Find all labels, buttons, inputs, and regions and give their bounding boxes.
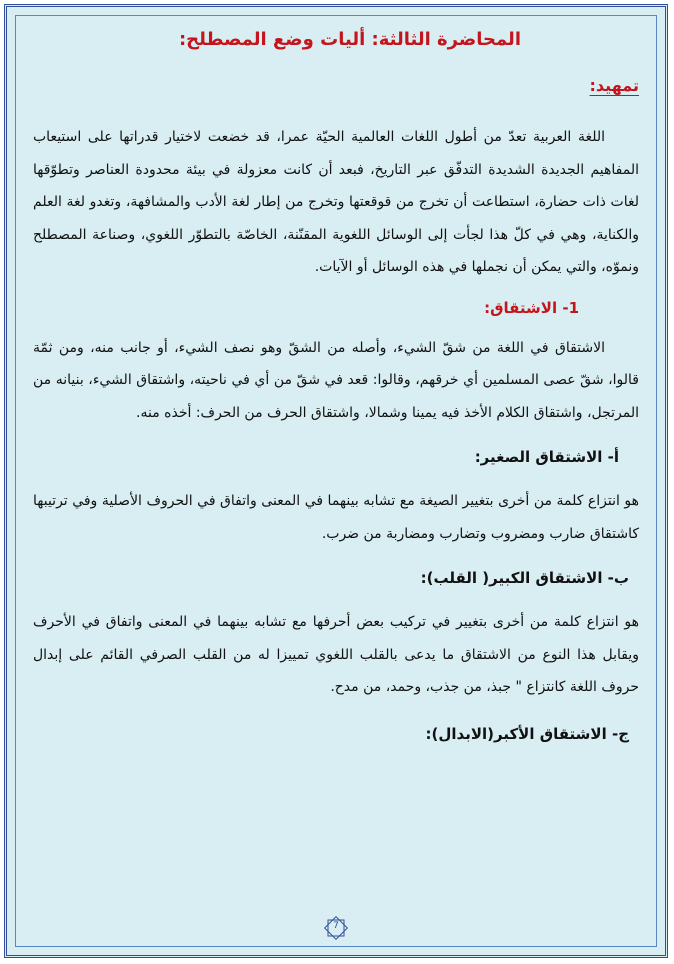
intro-paragraph: اللغة العربية تعدّ من أطول اللغات العالمية الحيّة عمرا، قد خضعت لاختيار قدراتها على استيعاب المفاهيم الجديدة الشديدة التدفّق عبر التاريخ، فبعد أن كانت معزولة في بيئة محدودة العناصر وتطوّقها لغات ذات حضارة، استطاعت أن تخرج من قوقعتها وتخرج من إطار لغة الأدب والمشافهة، وتغدو لغة العلم والكناية، وهي في كلّ هذا لجأت إلى الوسائل اللغوية المقنّنة، الخاصّة بالتطوّر اللغوي، وصناعة المصطلح ونموّه، والتي يمكن أن نجملها في هذه الوسائل أو الآيات. xyxy=(33,129,639,275)
subsection-a-paragraph: هو انتزاع كلمة من أخرى بتغيير الصيغة مع تشابه بينهما في المعنى واتفاق في الحروف الأصلية وفي ترتيبها كاشتقاق ضارب ومضروب وتضارب ومضاربة من ضرب. xyxy=(33,493,639,542)
subsection-a-heading: أ- الاشتقاق الصغير: xyxy=(474,448,619,466)
page-number: 7 xyxy=(333,921,339,931)
subsection-b-paragraph: هو انتزاع كلمة من أخرى بتغيير في تركيب بعض أحرفها مع تشابه بينهما في المعنى واتفاق في الأحرف ويقابل هذا النوع من الاشتقاق ما يدعى بالقلب اللغوي تمييزا له من القلب الصرفي القائم على إبدال حروف اللغة كانتزاع " جبذ، من جذب، وحمد، من مدح. xyxy=(33,614,639,695)
document-content xyxy=(33,25,639,748)
subsection-b-heading: ب- الاشتقاق الكبير( القلب): xyxy=(420,569,629,587)
subsection-c-heading: ج- الاشتقاق الأكبر(الابدال): xyxy=(425,724,629,743)
page-title: المحاضرة الثالثة: أليات وضع المصطلح: xyxy=(178,29,521,50)
section-1-heading: 1- الاشتقاق: xyxy=(484,298,579,317)
intro-heading: تمهيد: xyxy=(589,76,639,95)
page-number-badge xyxy=(323,915,349,941)
section-1-paragraph: الاشتقاق في اللغة من شقّ الشيء، وأصله من الشقّ وهو نصف الشيء، أو جانب منه، ومن ثمّة قالوا، شقّ عصى المسلمين أي خرقهم، وقالوا: قعد في شقّ من أي في ناحيته، واشتقاق الشيء، بنيانه من المرتجل، واشتقاق الكلام الأخذ فيه يمينا وشمالا، واشتقاق الحرف من الحرف: أخذه منه. xyxy=(33,339,639,421)
page-frame xyxy=(4,4,668,958)
